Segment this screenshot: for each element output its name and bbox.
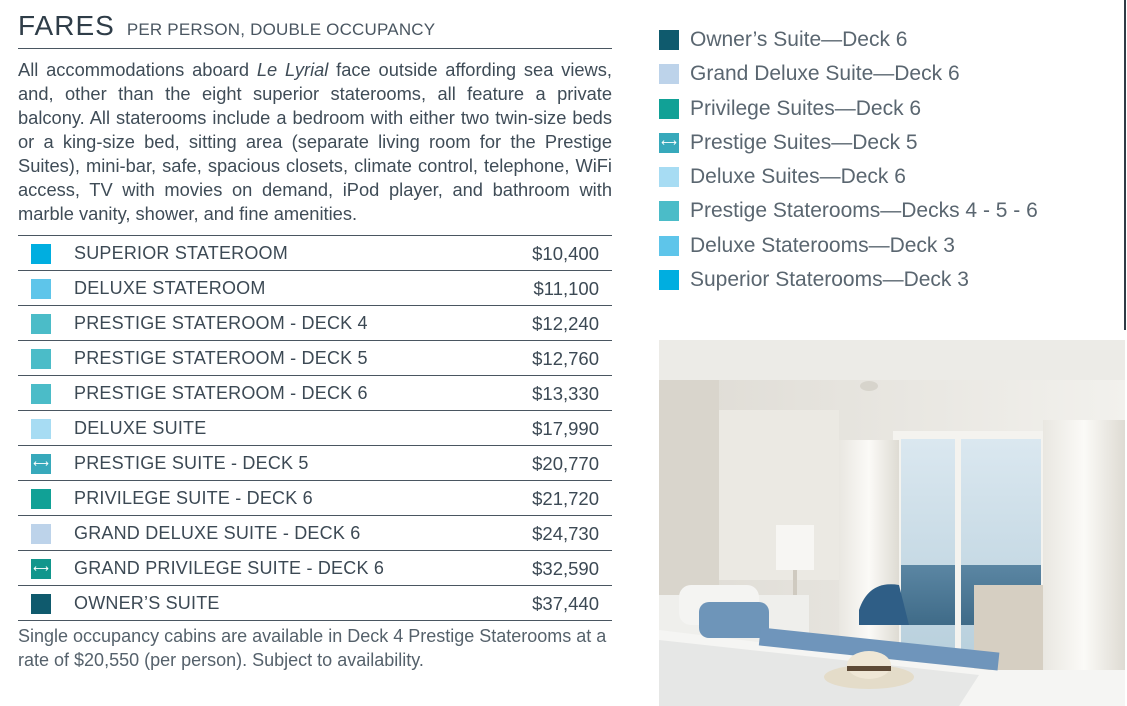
fare-name: PRESTIGE STATEROOM - DECK 4 (74, 313, 368, 333)
fare-name: OWNER’S SUITE (74, 593, 220, 613)
fare-row-grand-deluxe-suite-deck-6 (18, 516, 612, 551)
fare-name: PRESTIGE SUITE - DECK 5 (74, 453, 309, 473)
ship-name: Le Lyrial (256, 59, 329, 80)
fare-name: GRAND DELUXE SUITE - DECK 6 (74, 523, 361, 543)
legend-label: Superior Staterooms—Deck 3 (690, 268, 969, 292)
fare-color-swatch (31, 559, 51, 579)
intro-text-start: All accommodations aboard (18, 59, 257, 80)
fare-price: $13,330 (532, 383, 599, 404)
fare-name: DELUXE STATEROOM (74, 278, 266, 298)
legend-color-swatch (659, 99, 679, 119)
legend-label: Deluxe Suites—Deck 6 (690, 165, 906, 189)
stateroom-illustration (659, 340, 1125, 706)
fare-row-grand-privilege-suite-deck-6 (18, 551, 612, 586)
fare-price: $10,400 (532, 243, 599, 264)
legend-color-swatch (659, 167, 679, 187)
legend-label: Prestige Suites—Deck 5 (690, 130, 918, 154)
double-arrow-icon: ⟷ (661, 136, 677, 149)
fares-section (18, 10, 612, 672)
double-arrow-icon: ⟷ (33, 458, 49, 470)
fare-color-swatch (31, 524, 51, 544)
legend-label: Owner’s Suite—Deck 6 (690, 28, 908, 51)
legend-color-swatch (659, 64, 679, 84)
fare-name: DELUXE SUITE (74, 418, 207, 438)
legend-label: Deluxe Staterooms—Deck 3 (690, 233, 955, 257)
single-occupancy-note: Single occupancy cabins are available in Deck 4 Prestige Staterooms at a rate of $20,550 (per person). Subject to availability. (18, 626, 607, 670)
intro-paragraph (18, 58, 612, 226)
fare-row-superior-stateroom (18, 236, 612, 271)
fare-price: $12,760 (532, 348, 599, 369)
fare-name: SUPERIOR STATEROOM (74, 243, 288, 263)
fare-price: $11,100 (533, 278, 599, 299)
fare-price: $17,990 (532, 418, 599, 439)
legend-color-swatch (659, 133, 679, 153)
fare-price: $24,730 (532, 523, 599, 544)
fare-row-prestige-stateroom-deck-6 (18, 376, 612, 411)
fare-color-swatch (31, 454, 51, 474)
right-border-rule (1124, 0, 1126, 330)
fare-row-deluxe-suite (18, 411, 612, 446)
fare-row-prestige-stateroom-deck-4 (18, 306, 612, 341)
fare-row-deluxe-stateroom (18, 271, 612, 306)
fare-color-swatch (31, 314, 51, 334)
legend-color-swatch (659, 270, 679, 290)
fare-name: PRESTIGE STATEROOM - DECK 5 (74, 348, 368, 368)
fares-header (18, 10, 612, 49)
legend-color-swatch (659, 201, 679, 221)
fare-color-swatch (31, 489, 51, 509)
fare-color-swatch (31, 349, 51, 369)
fare-row-owners-suite (18, 586, 612, 621)
legend-label: Privilege Suites—Deck 6 (690, 96, 922, 120)
fare-color-swatch (31, 279, 51, 299)
fare-color-swatch (31, 419, 51, 439)
intro-text-end: face outside affording sea views, and, other than the eight superior staterooms, all feature a private balcony. All staterooms include a bedroom with either two twin-size beds or a king-size bed, sitting area (separate living room for the Prestige Suites), mini-bar, safe, spacious closets, climate control, telephone, WiFi access, TV with movies on demand, iPod player, and bathroom with marble vanity, shower, and fine amenities. (18, 59, 612, 224)
fare-price: $21,720 (532, 488, 599, 509)
fare-row-prestige-stateroom-deck-5 (18, 341, 612, 376)
fare-price: $20,770 (532, 453, 599, 474)
double-arrow-icon: ⟷ (33, 563, 49, 575)
page-title: FARES (18, 10, 115, 41)
fare-color-swatch (31, 594, 51, 614)
fare-price: $37,440 (532, 593, 599, 614)
fare-price: $12,240 (532, 313, 599, 334)
fare-row-prestige-suite-deck-5 (18, 446, 612, 481)
stateroom-photo (659, 340, 1125, 706)
fare-table (18, 235, 612, 621)
fare-name: PRIVILEGE SUITE - DECK 6 (74, 488, 313, 508)
fare-color-swatch (31, 384, 51, 404)
legend-color-swatch (659, 30, 679, 50)
fare-price: $32,590 (532, 558, 599, 579)
page-subtitle: PER PERSON, DOUBLE OCCUPANCY (126, 20, 436, 39)
legend-color-swatch (659, 236, 679, 256)
fare-row-privilege-suite-deck-6 (18, 481, 612, 516)
legend-label: Grand Deluxe Suite—Deck 6 (690, 62, 960, 86)
fare-name: GRAND PRIVILEGE SUITE - DECK 6 (74, 558, 385, 578)
fare-color-swatch (31, 244, 51, 264)
fare-name: PRESTIGE STATEROOM - DECK 6 (74, 383, 368, 403)
legend-label: Prestige Staterooms—Decks 4 - 5 - 6 (690, 199, 1038, 223)
